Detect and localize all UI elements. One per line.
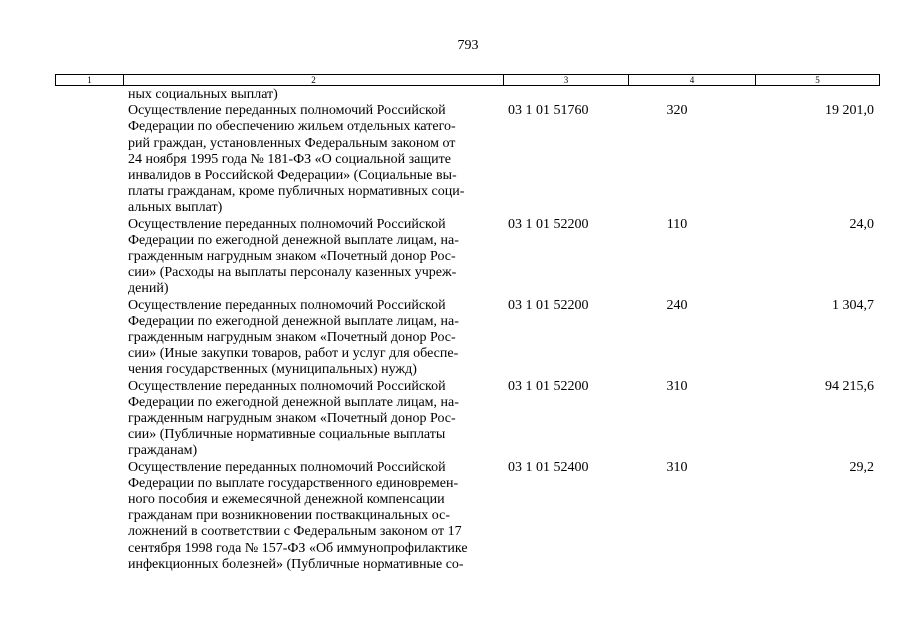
- description-line: Федерации по ежегодной денежной выплате лицам, на-: [128, 394, 459, 410]
- description-line: инвалидов в Российской Федерации» (Социальные вы-: [128, 168, 457, 184]
- table-row: [0, 103, 905, 216]
- row-expense-type: 240: [666, 297, 688, 313]
- description-line: рий граждан, установленных Федеральным законом от: [128, 135, 456, 151]
- description-line: платы гражданам, кроме публичных нормативных соци-: [128, 184, 465, 200]
- row-expense-type: 310: [666, 459, 688, 475]
- description-line: Осуществление переданных полномочий Российской: [128, 378, 446, 394]
- row-code: 03 1 01 52400: [508, 459, 589, 475]
- column-header-1: 1: [56, 75, 124, 85]
- description-line: сии» (Иные закупки товаров, работ и услуг для обеспе-: [128, 346, 459, 362]
- column-header-4: 4: [629, 75, 756, 85]
- row-description: [128, 87, 500, 103]
- description-line: гражданам): [128, 443, 198, 459]
- row-expense-type: 320: [666, 103, 688, 119]
- row-amount: 29,2: [849, 459, 874, 475]
- row-code: 03 1 01 51760: [508, 103, 589, 119]
- description-line: Федерации по выплате государственного единовремен-: [128, 475, 459, 491]
- description-line: чения государственных (муниципальных) нужд): [128, 362, 417, 378]
- row-expense-type: 310: [666, 378, 688, 394]
- row-description: [128, 460, 500, 573]
- description-line: альных выплат): [128, 200, 223, 216]
- column-header-5: 5: [815, 75, 820, 85]
- table-row: [0, 217, 905, 298]
- row-description: [128, 103, 500, 216]
- row-description: [128, 298, 500, 379]
- description-line: Федерации по ежегодной денежной выплате лицам, на-: [128, 313, 459, 329]
- description-line: Федерации по обеспечению жильем отдельных катего-: [128, 119, 456, 135]
- table-row: [0, 460, 905, 573]
- row-amount: 19 201,0: [825, 103, 874, 119]
- row-code: 03 1 01 52200: [508, 378, 589, 394]
- description-line: сентября 1998 года № 157-ФЗ «Об иммунопрофилактике: [128, 540, 468, 556]
- description-line: дений): [128, 281, 169, 297]
- column-header-3: 3: [504, 75, 629, 85]
- row-code: 03 1 01 52200: [508, 216, 589, 232]
- row-code: 03 1 01 52200: [508, 297, 589, 313]
- description-line: гражданам при возникновении поствакцинальных ос-: [128, 508, 450, 524]
- table-header: [55, 74, 880, 86]
- description-line: 24 ноября 1995 года № 181-ФЗ «О социальной защите: [128, 151, 451, 167]
- description-line: Осуществление переданных полномочий Российской: [128, 103, 446, 119]
- row-description: [128, 379, 500, 460]
- table-row: [0, 87, 905, 103]
- row-amount: 94 215,6: [825, 378, 874, 394]
- description-line: гражденным нагрудным знаком «Почетный донор Рос-: [128, 330, 456, 346]
- row-expense-type: 110: [666, 216, 688, 232]
- description-line: сии» (Публичные нормативные социальные выплаты: [128, 427, 446, 443]
- page-number: 793: [457, 38, 479, 53]
- description-line: Осуществление переданных полномочий Российской: [128, 297, 446, 313]
- table-body: [0, 87, 905, 573]
- description-line: ного пособия и ежемесячной денежной компенсации: [128, 492, 445, 508]
- description-line: гражденным нагрудным знаком «Почетный донор Рос-: [128, 411, 456, 427]
- row-amount: 24,0: [849, 216, 874, 232]
- table-row: [0, 298, 905, 379]
- table-row: [0, 379, 905, 460]
- row-description: [128, 217, 500, 298]
- description-line: инфекционных болезней» (Публичные нормативные со-: [128, 556, 464, 572]
- column-header-2: 2: [124, 75, 504, 85]
- description-line: ных социальных выплат): [128, 87, 278, 102]
- row-amount: 1 304,7: [832, 297, 874, 313]
- description-line: гражденным нагрудным знаком «Почетный донор Рос-: [128, 249, 456, 265]
- description-line: Осуществление переданных полномочий Российской: [128, 459, 446, 475]
- description-line: Осуществление переданных полномочий Российской: [128, 216, 446, 232]
- description-line: сии» (Расходы на выплаты персоналу казенных учреж-: [128, 265, 457, 281]
- description-line: ложнений в соответствии с Федеральным законом от 17: [128, 524, 462, 540]
- description-line: Федерации по ежегодной денежной выплате лицам, на-: [128, 232, 459, 248]
